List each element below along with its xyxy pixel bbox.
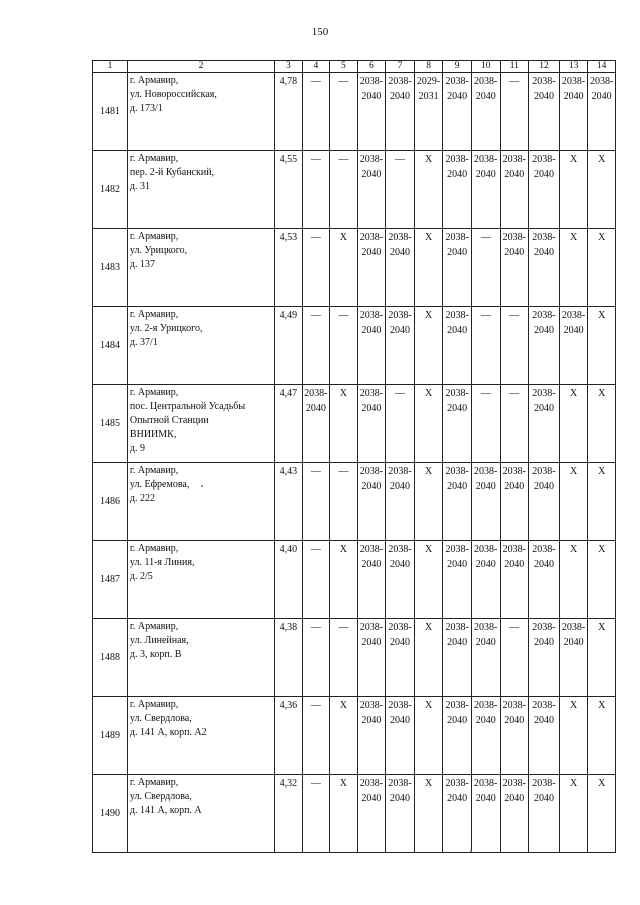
period-cell: 2038-2040: [529, 385, 560, 463]
period-cell: X: [588, 463, 616, 541]
period-cell: 2038-2040: [500, 775, 529, 853]
header-row: [93, 61, 616, 73]
column-header: 5: [330, 61, 358, 73]
period-cell: —: [302, 541, 330, 619]
period-cell: X: [559, 697, 588, 775]
column-header: 9: [443, 61, 472, 73]
value-cell: 4,78: [275, 73, 303, 151]
period-cell: X: [559, 775, 588, 853]
table-row: [93, 151, 616, 229]
period-cell: 2038-2040: [357, 463, 386, 541]
address-line: ул. 2-я Урицкого,: [129, 323, 203, 334]
address-line: пер. 2-й Кубанский,: [129, 167, 215, 178]
row-number: 1485: [93, 385, 128, 463]
period-cell: 2038-2040: [302, 385, 330, 463]
period-cell: —: [471, 307, 500, 385]
address-cell: [127, 775, 274, 853]
address-line: ул. Ефремова,: [129, 479, 190, 490]
address-line: д. 222: [129, 493, 156, 504]
period-cell: —: [330, 307, 358, 385]
period-cell: 2038-2040: [559, 619, 588, 697]
period-cell: —: [302, 73, 330, 151]
table-row: [93, 307, 616, 385]
address-line: г. Армавир,: [129, 621, 179, 632]
period-cell: 2038-2040: [529, 229, 560, 307]
period-cell: 2038-2040: [386, 463, 415, 541]
register-table: [92, 60, 616, 853]
period-cell: X: [330, 775, 358, 853]
address-line: г. Армавир,: [129, 75, 179, 86]
period-cell: X: [588, 307, 616, 385]
period-cell: X: [330, 229, 358, 307]
period-cell: —: [302, 697, 330, 775]
period-cell: 2038-2040: [443, 385, 472, 463]
column-header: 1: [93, 61, 128, 73]
address-line: ул. Свердлова,: [129, 713, 192, 724]
period-cell: 2038-2040: [357, 73, 386, 151]
row-number: 1489: [93, 697, 128, 775]
column-header: 13: [559, 61, 588, 73]
period-cell: 2038-2040: [529, 541, 560, 619]
period-cell: 2038-2040: [386, 73, 415, 151]
address-line: г. Армавир,: [129, 777, 179, 788]
table-row: [93, 463, 616, 541]
address-line: д. 141 А, корп. А: [129, 805, 202, 816]
period-cell: X: [414, 697, 443, 775]
period-cell: X: [330, 697, 358, 775]
period-cell: 2038-2040: [386, 697, 415, 775]
scan-speck: [470, 850, 472, 852]
row-number: 1487: [93, 541, 128, 619]
period-cell: 2038-2040: [559, 73, 588, 151]
period-cell: —: [302, 775, 330, 853]
value-cell: 4,38: [275, 619, 303, 697]
table-row: [93, 541, 616, 619]
address-cell: [127, 229, 274, 307]
period-cell: 2038-2040: [529, 463, 560, 541]
period-cell: 2038-2040: [357, 151, 386, 229]
period-cell: X: [414, 463, 443, 541]
period-cell: X: [330, 385, 358, 463]
row-number: 1484: [93, 307, 128, 385]
row-number: 1486: [93, 463, 128, 541]
table-row: [93, 775, 616, 853]
period-cell: 2038-2040: [443, 775, 472, 853]
address-line: г. Армавир,: [129, 231, 179, 242]
period-cell: 2038-2040: [357, 697, 386, 775]
period-cell: X: [588, 697, 616, 775]
period-cell: 2038-2040: [357, 541, 386, 619]
value-cell: 4,32: [275, 775, 303, 853]
address-line: г. Армавир,: [129, 153, 179, 164]
value-cell: 4,53: [275, 229, 303, 307]
period-cell: —: [500, 73, 529, 151]
period-cell: 2038-2040: [529, 619, 560, 697]
period-cell: X: [588, 541, 616, 619]
period-cell: 2038-2040: [529, 307, 560, 385]
period-cell: X: [559, 151, 588, 229]
address-line: г. Армавир,: [129, 387, 179, 398]
period-cell: X: [414, 775, 443, 853]
period-cell: X: [588, 385, 616, 463]
period-cell: X: [414, 541, 443, 619]
column-header: 11: [500, 61, 529, 73]
period-cell: 2038-2040: [386, 229, 415, 307]
period-cell: 2038-2040: [443, 307, 472, 385]
period-cell: —: [500, 619, 529, 697]
period-cell: X: [414, 619, 443, 697]
period-cell: 2038-2040: [443, 619, 472, 697]
period-cell: 2038-2040: [357, 307, 386, 385]
period-cell: 2038-2040: [386, 775, 415, 853]
address-line: д. 37/1: [129, 337, 158, 348]
period-cell: 2038-2040: [471, 463, 500, 541]
address-cell: [127, 385, 274, 463]
period-cell: 2038-2040: [471, 151, 500, 229]
period-cell: 2038-2040: [500, 229, 529, 307]
address-line: д. 2/5: [129, 571, 153, 582]
address-line: д. 141 А, корп. А2: [129, 727, 207, 738]
period-cell: 2038-2040: [500, 697, 529, 775]
column-header: 2: [127, 61, 274, 73]
address-line: д. 3, корп. В: [129, 649, 182, 660]
address-line: ул. 11-я Линия,: [129, 557, 195, 568]
period-cell: —: [302, 229, 330, 307]
page-number: 150: [311, 26, 329, 38]
address-line: д. 31: [129, 181, 151, 192]
column-header: 8: [414, 61, 443, 73]
address-line: ВНИИМК,: [129, 429, 177, 440]
period-cell: —: [500, 307, 529, 385]
period-cell: X: [588, 619, 616, 697]
period-cell: 2038-2040: [443, 73, 472, 151]
address-cell: [127, 151, 274, 229]
period-cell: 2038-2040: [443, 697, 472, 775]
row-number: 1481: [93, 73, 128, 151]
period-cell: 2038-2040: [559, 307, 588, 385]
period-cell: 2038-2040: [529, 697, 560, 775]
period-cell: 2038-2040: [529, 73, 560, 151]
scan-speck: [201, 485, 203, 487]
period-cell: X: [330, 541, 358, 619]
period-cell: X: [559, 229, 588, 307]
address-line: ул. Линейная,: [129, 635, 189, 646]
period-cell: —: [302, 307, 330, 385]
row-number: 1488: [93, 619, 128, 697]
address-line: ул. Свердлова,: [129, 791, 192, 802]
period-cell: 2038-2040: [529, 775, 560, 853]
period-cell: —: [471, 229, 500, 307]
address-line: д. 137: [129, 259, 156, 270]
table-row: [93, 73, 616, 151]
address-cell: [127, 307, 274, 385]
period-cell: —: [330, 73, 358, 151]
period-cell: 2038-2040: [471, 697, 500, 775]
table-row: [93, 385, 616, 463]
row-number: 1482: [93, 151, 128, 229]
period-cell: —: [330, 151, 358, 229]
address-line: д. 173/1: [129, 103, 163, 114]
address-cell: [127, 463, 274, 541]
row-number: 1490: [93, 775, 128, 853]
address-line: г. Армавир,: [129, 543, 179, 554]
period-cell: —: [302, 151, 330, 229]
address-cell: [127, 73, 274, 151]
address-line: г. Армавир,: [129, 309, 179, 320]
value-cell: 4,36: [275, 697, 303, 775]
address-line: ул. Новороссийская,: [129, 89, 217, 100]
period-cell: 2038-2040: [357, 619, 386, 697]
period-cell: —: [386, 385, 415, 463]
period-cell: 2038-2040: [443, 541, 472, 619]
value-cell: 4,49: [275, 307, 303, 385]
period-cell: —: [330, 463, 358, 541]
period-cell: 2038-2040: [357, 229, 386, 307]
period-cell: 2029-2031: [414, 73, 443, 151]
column-header: 12: [529, 61, 560, 73]
address-cell: [127, 697, 274, 775]
period-cell: X: [559, 541, 588, 619]
period-cell: —: [386, 151, 415, 229]
table-row: [93, 697, 616, 775]
period-cell: 2038-2040: [443, 151, 472, 229]
period-cell: X: [414, 229, 443, 307]
period-cell: 2038-2040: [588, 73, 616, 151]
period-cell: 2038-2040: [443, 463, 472, 541]
period-cell: X: [414, 385, 443, 463]
period-cell: X: [588, 229, 616, 307]
period-cell: 2038-2040: [357, 775, 386, 853]
period-cell: X: [559, 463, 588, 541]
period-cell: 2038-2040: [357, 385, 386, 463]
period-cell: X: [588, 775, 616, 853]
column-header: 10: [471, 61, 500, 73]
column-header: 4: [302, 61, 330, 73]
period-cell: 2038-2040: [500, 463, 529, 541]
period-cell: 2038-2040: [529, 151, 560, 229]
value-cell: 4,40: [275, 541, 303, 619]
value-cell: 4,43: [275, 463, 303, 541]
period-cell: 2038-2040: [386, 541, 415, 619]
address-line: пос. Центральной Усадьбы: [129, 401, 246, 412]
period-cell: X: [559, 385, 588, 463]
address-line: ул. Урицкого,: [129, 245, 188, 256]
period-cell: 2038-2040: [443, 229, 472, 307]
address-line: д. 9: [129, 443, 146, 454]
period-cell: X: [414, 151, 443, 229]
address-line: Опытной Станции: [129, 415, 209, 426]
table-row: [93, 229, 616, 307]
period-cell: 2038-2040: [471, 541, 500, 619]
address-cell: [127, 619, 274, 697]
value-cell: 4,47: [275, 385, 303, 463]
period-cell: —: [302, 463, 330, 541]
period-cell: 2038-2040: [386, 307, 415, 385]
period-cell: —: [330, 619, 358, 697]
period-cell: —: [471, 385, 500, 463]
period-cell: 2038-2040: [386, 619, 415, 697]
period-cell: —: [500, 385, 529, 463]
period-cell: —: [302, 619, 330, 697]
period-cell: 2038-2040: [471, 775, 500, 853]
table-body: [93, 61, 616, 853]
table-row: [93, 619, 616, 697]
period-cell: X: [414, 307, 443, 385]
period-cell: 2038-2040: [471, 619, 500, 697]
period-cell: 2038-2040: [500, 541, 529, 619]
column-header: 3: [275, 61, 303, 73]
address-line: г. Армавир,: [129, 699, 179, 710]
address-line: г. Армавир,: [129, 465, 179, 476]
period-cell: 2038-2040: [471, 73, 500, 151]
address-cell: [127, 541, 274, 619]
period-cell: X: [588, 151, 616, 229]
column-header: 7: [386, 61, 415, 73]
value-cell: 4,55: [275, 151, 303, 229]
row-number: 1483: [93, 229, 128, 307]
column-header: 6: [357, 61, 386, 73]
column-header: 14: [588, 61, 616, 73]
period-cell: 2038-2040: [500, 151, 529, 229]
